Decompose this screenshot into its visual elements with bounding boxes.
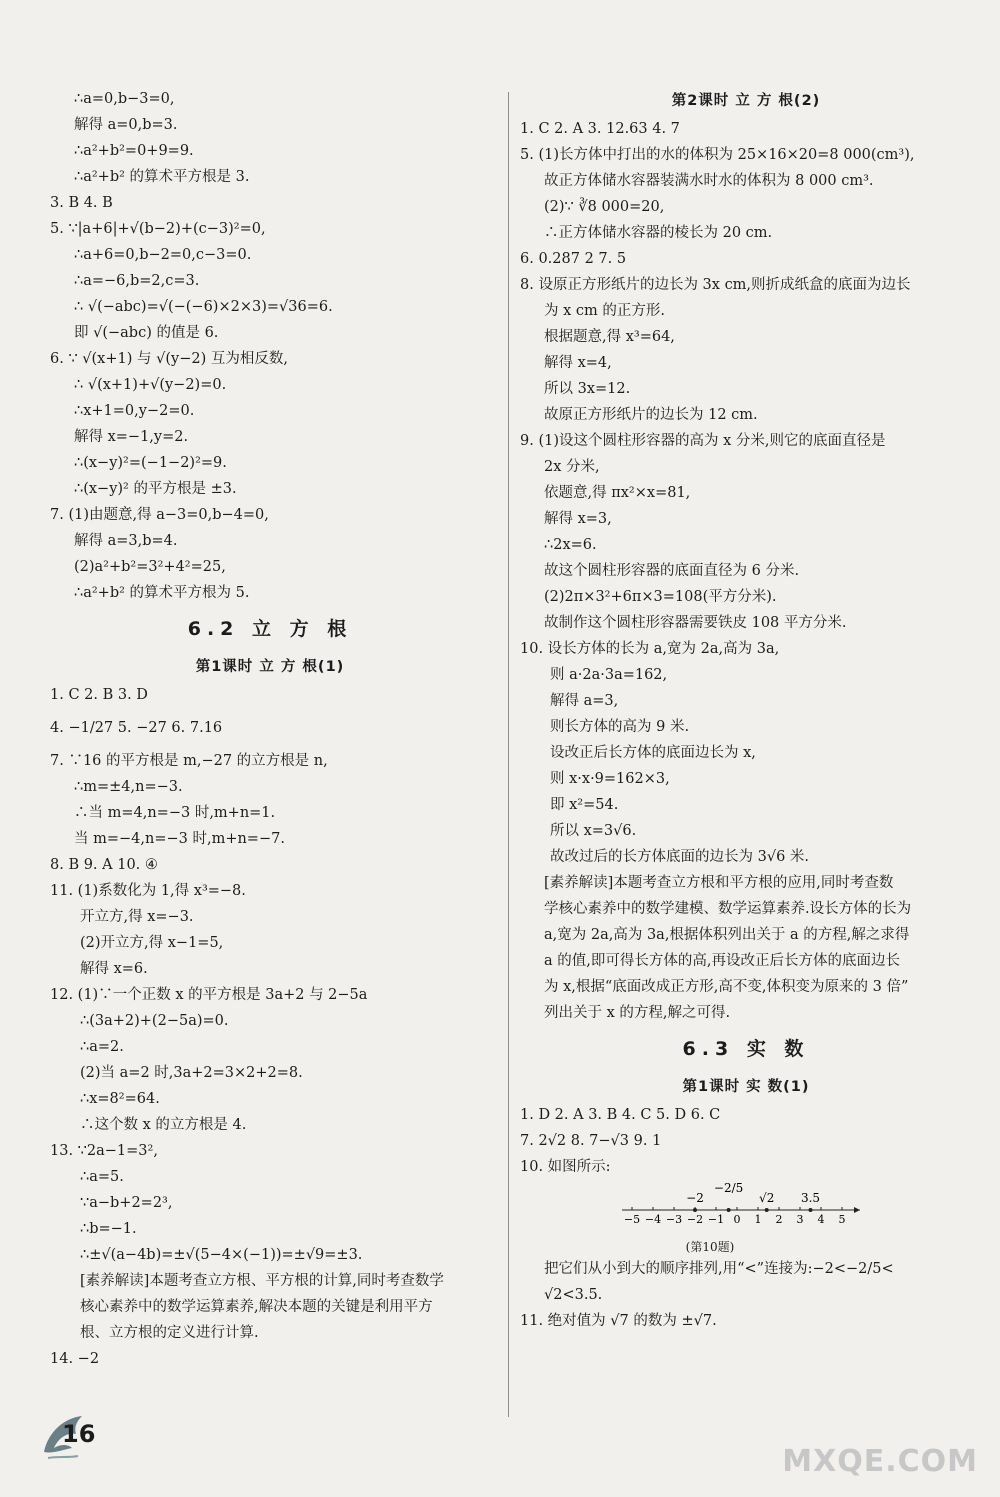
text-line: 根据题意,得 x³=64, (544, 329, 675, 345)
left-lines-2 (50, 682, 490, 1372)
text-line: (2)开立方,得 x−1=5, (80, 935, 224, 951)
point-marker (693, 1208, 697, 1212)
text-line: 依题意,得 πx²×x=81, (544, 485, 691, 501)
text-line: ∴ √(x+1)+√(y−2)=0. (74, 377, 227, 393)
text-line: 5. ∵|a+6|+√(b−2)+(c−3)²=0, (50, 221, 266, 237)
text-line: 开立方,得 x=−3. (80, 909, 194, 925)
text-line: 当 m=−4,n=−3 时,m+n=−7. (74, 831, 285, 847)
point-label: −2/5 (713, 1181, 744, 1195)
tick-label: 2 (775, 1213, 783, 1226)
text-line: 7. (1)由题意,得 a−3=0,b−4=0, (50, 507, 269, 523)
text-line: 即 √(−abc) 的值是 6. (74, 325, 219, 341)
tick-label: 1 (754, 1213, 762, 1226)
text-line: 9. (1)设这个圆柱形容器的高为 x 分米,则它的底面直径是 (520, 433, 886, 449)
point-label: 3.5 (800, 1191, 821, 1205)
text-line: ∴(x−y)²=(−1−2)²=9. (74, 455, 227, 471)
text-line: 3. B 4. B (50, 195, 113, 211)
text-line: 14. −2 (50, 1351, 100, 1367)
text-line: 解得 x=4, (544, 355, 612, 371)
text-line: 则 a·2a·3a=162, (550, 667, 668, 683)
text-line: 7. 2√2 8. 7−√3 9. 1 (520, 1133, 662, 1149)
text-line: ∴±√(a−4b)=±√(5−4×(−1))=±√9=±3. (80, 1247, 363, 1263)
text-line: 列出关于 x 的方程,解之可得. (544, 1005, 731, 1021)
text-line: 解得 a=0,b=3. (74, 117, 178, 133)
text-line: 所以 3x=12. (544, 381, 631, 397)
text-line: ∴a=5. (80, 1169, 124, 1185)
text-line: 为 x,根据“底面改成正方形,高不变,体积变为原来的 3 倍” (544, 979, 909, 995)
text-line: 10. 设长方体的长为 a,宽为 2a,高为 3a, (520, 641, 780, 657)
text-line: 解得 a=3,b=4. (74, 533, 178, 549)
text-line: 11. 绝对值为 √7 的数为 ±√7. (520, 1313, 717, 1329)
text-line: 10. 如图所示: (520, 1159, 611, 1175)
text-line: 学核心素养中的数学建模、数学运算素养.设长方体的长为 (544, 901, 912, 917)
section-title-6-2: 6.2 立 方 根 (187, 618, 353, 640)
text-line: ∴b=−1. (80, 1221, 137, 1237)
text-line: 6. ∵ √(x+1) 与 √(y−2) 互为相反数, (50, 351, 288, 367)
text-line: ∴m=±4,n=−3. (74, 779, 183, 795)
text-line: 为 x cm 的正方形. (544, 303, 665, 319)
text-line: 根、立方根的定义进行计算. (80, 1325, 259, 1341)
right-lines-2 (520, 1102, 972, 1180)
text-line: 12. (1)∵一个正数 x 的平方根是 3a+2 与 2−5a (50, 987, 368, 1003)
text-line: 设改正后长方体的底面边长为 x, (550, 745, 756, 761)
text-line: 7. ∵16 的平方根是 m,−27 的立方根是 n, (50, 753, 328, 769)
text-line: [素养解读]本题考查立方根、平方根的计算,同时考查数学 (80, 1273, 444, 1289)
text-line: 核心素养中的数学运算素养,解决本题的关键是利用平方 (80, 1299, 433, 1315)
text-line: ∴x+1=0,y−2=0. (74, 403, 195, 419)
text-line: ∴a²+b² 的算术平方根为 5. (74, 585, 250, 601)
text-line: ∴a=−6,b=2,c=3. (74, 273, 200, 289)
lesson-subtitle-2: 第2课时 立 方 根(2) (671, 93, 821, 109)
text-line: 8. 设原正方形纸片的边长为 3x cm,则折成纸盒的底面为边长 (520, 277, 911, 293)
text-line: 把它们从小到大的顺序排列,用“<”连接为:−2<−2/5< (544, 1261, 894, 1277)
axis-arrow-icon (854, 1207, 860, 1213)
text-line: 5. (1)长方体中打出的水的体积为 25×16×20=8 000(cm³), (520, 147, 915, 163)
text-line: 6. 0.287 2 7. 5 (520, 251, 627, 267)
text-line: 1. C 2. B 3. D (50, 687, 148, 703)
column-divider (508, 92, 509, 1417)
text-line: (2)2π×3²+6π×3=108(平方分米). (544, 589, 777, 605)
text-line: [素养解读]本题考查立方根和平方根的应用,同时考查数 (544, 875, 894, 891)
tick-label: 5 (838, 1213, 846, 1226)
text-line: ∴a²+b²=0+9=9. (74, 143, 194, 159)
text-line: 即 x²=54. (550, 797, 619, 813)
text-line: ∴a+6=0,b−2=0,c−3=0. (74, 247, 252, 263)
page-number: 16 (62, 1420, 96, 1448)
text-line: ∴x=8²=64. (80, 1091, 160, 1107)
text-line: 4. −1/27 5. −27 6. 7.16 (50, 720, 223, 736)
text-line: ∴正方体储水容器的棱长为 20 cm. (544, 225, 773, 241)
text-line: (2)a²+b²=3²+4²=25, (74, 559, 226, 575)
number-line-figure (620, 1180, 880, 1238)
text-line: ∴2x=6. (544, 537, 597, 553)
tick-label: −4 (644, 1213, 662, 1226)
tick-label: −1 (707, 1213, 725, 1226)
text-line: 故原正方形纸片的边长为 12 cm. (544, 407, 758, 423)
text-line: 13. ∵2a−1=3², (50, 1143, 158, 1159)
text-line: 故正方体储水容器装满水时水的体积为 8 000 cm³. (544, 173, 874, 189)
point-marker (809, 1208, 813, 1212)
text-line: (2)∵ ∛8 000=20, (544, 199, 665, 215)
right-column (520, 86, 972, 1334)
point-marker (765, 1208, 769, 1212)
tick-label: −2 (686, 1213, 704, 1226)
point-label: −2 (686, 1191, 704, 1205)
point-label: √2 (759, 1191, 775, 1205)
text-line: ∴a=0,b−3=0, (74, 91, 175, 107)
text-line: 故改过后的长方体底面的边长为 3√6 米. (550, 849, 810, 865)
text-line: (2)当 a=2 时,3a+2=3×2+2=8. (80, 1065, 303, 1081)
lesson-subtitle-1: 第1课时 立 方 根(1) (195, 659, 345, 675)
right-lines-3 (520, 1256, 972, 1334)
tick-label: 3 (796, 1213, 804, 1226)
text-line: 1. D 2. A 3. B 4. C 5. D 6. C (520, 1107, 721, 1123)
text-line: 所以 x=3√6. (550, 823, 637, 839)
left-lines-1 (50, 86, 490, 606)
text-line: ∴(3a+2)+(2−5a)=0. (80, 1013, 229, 1029)
text-line: 8. B 9. A 10. ④ (50, 857, 158, 873)
point-marker (727, 1208, 731, 1212)
text-line: √2<3.5. (544, 1287, 603, 1303)
tick-label: 0 (733, 1213, 741, 1226)
text-line: ∴a²+b² 的算术平方根是 3. (74, 169, 250, 185)
tick-label: 4 (817, 1213, 825, 1226)
text-line: 故这个圆柱形容器的底面直径为 6 分米. (544, 563, 800, 579)
text-line: 2x 分米, (544, 459, 600, 475)
right-lines-1 (520, 116, 972, 1026)
text-line: ∵a−b+2=2³, (80, 1195, 173, 1211)
text-line: ∴ √(−abc)=√(−(−6)×2×3)=√36=6. (74, 299, 333, 315)
watermark: MXQE.COM (782, 1444, 978, 1479)
text-line: ∴当 m=4,n=−3 时,m+n=1. (74, 805, 276, 821)
text-line: 解得 a=3, (550, 693, 619, 709)
text-line: 故制作这个圆柱形容器需要铁皮 108 平方分米. (544, 615, 847, 631)
text-line: a 的值,即可得长方体的高,再设改正后长方体的底面边长 (544, 953, 900, 969)
text-line: ∴这个数 x 的立方根是 4. (80, 1117, 247, 1133)
lesson-subtitle-3: 第1课时 实 数(1) (682, 1079, 810, 1095)
number-line (620, 1180, 880, 1238)
text-line: ∴a=2. (80, 1039, 124, 1055)
text-line: 则 x·x·9=162×3, (550, 771, 670, 787)
text-line: 解得 x=6. (80, 961, 148, 977)
text-line: a,宽为 2a,高为 3a,根据体积列出关于 a 的方程,解之求得 (544, 927, 910, 943)
text-line: ∴(x−y)² 的平方根是 ±3. (74, 481, 237, 497)
tick-label: −3 (665, 1213, 683, 1226)
text-line: 则长方体的高为 9 米. (550, 719, 690, 735)
text-line: 11. (1)系数化为 1,得 x³=−8. (50, 883, 246, 899)
section-title-6-3: 6.3 实 数 (682, 1038, 810, 1060)
tick-label: −5 (623, 1213, 641, 1226)
text-line: 解得 x=−1,y=2. (74, 429, 189, 445)
text-line: 1. C 2. A 3. 12.63 4. 7 (520, 121, 680, 137)
text-line: 解得 x=3, (544, 511, 612, 527)
left-column (50, 86, 490, 1372)
figure-caption: (第10题) (685, 1240, 735, 1254)
